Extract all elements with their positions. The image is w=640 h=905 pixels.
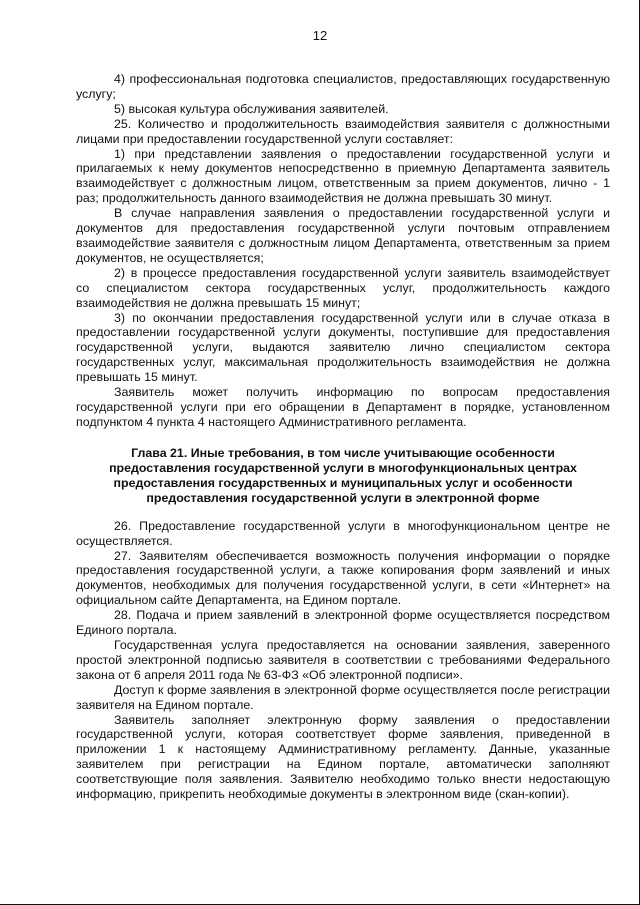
chapter-21-heading: Глава 21. Иные требования, в том числе учитывающие особенности предоставления государственной услуги в многофункциональных центрах предоставления государственных и муниципальных услуг и особенности предоставления государственной услуги в электронной форме: [109, 445, 577, 505]
paragraph-28: 28. Подача и прием заявлений в электронной форме осуществляется посредством Единого портала.: [76, 608, 610, 638]
paragraph-25-item-1: 1) при представлении заявления о предоставлении государственной услуги и прилагаемых к нему документов непосредственно в приемную Департамента заявитель взаимодействует с должностным лицом, ответственным за прием документов, лично - 1 раз; продолжительность данного взаимодействия не должна превышать 30 минут.: [76, 146, 610, 206]
paragraph-form-access: Доступ к форме заявления в электронной форме осуществляется после регистрации заявителя на Едином портале.: [76, 682, 610, 712]
document-body: [76, 72, 610, 802]
paragraph-item-4: 4) профессиональная подготовка специалистов, предоставляющих государственную услугу;: [76, 72, 610, 101]
paragraph-25-item-3: 3) по окончании предоставления государственной услуги или в случае отказа в предоставлении государственной услуги документы, поступившие для предоставления государственной услуги, выдаются заявителю лично специалистом сектора государственных услуг, максимальная продолжительность взаимодействия не должна превышать 15 минут.: [76, 310, 610, 385]
page-number: 12: [312, 28, 328, 43]
paragraph-postal-submission: В случае направления заявления о предоставлении государственной услуги и документов для предоставления государственной услуги почтовым отправлением взаимодействие заявителя с должностным лицом Департамента, ответственным за прием документов, не осуществляется;: [76, 206, 610, 265]
paragraph-26: 26. Предоставление государственной услуги в многофункциональном центре не осуществляется.: [76, 518, 610, 548]
paragraph-item-5: 5) высокая культура обслуживания заявителей.: [114, 101, 389, 116]
paragraph-form-filling: Заявитель заполняет электронную форму заявления о предоставлении государственной услуги, которая соответствует форме заявления, приведенной в приложении 1 к настоящему Административному регламенту. Данные, указанные заявителем при регистрации на Едином портале, автоматически заполняют соответствующие поля заявления. Заявителю необходимо только внести недостающую информацию, прикрепить необходимые документы в электронном виде (скан-копии).: [76, 712, 610, 802]
paragraph-25-item-2: 2) в процессе предоставления государственной услуги заявитель взаимодействует со специалистом сектора государственных услуг, продолжительность каждого взаимодействия не должна превышать 15 минут;: [76, 265, 610, 310]
paragraph-applicant-info: Заявитель может получить информацию по вопросам предоставления государственной услуги при его обращении в Департамент в порядке, установленном подпунктом 4 пункта 4 настоящего Административного регламента.: [76, 385, 610, 429]
paragraph-25: 25. Количество и продолжительность взаимодействия заявителя с должностными лицами при предоставлении государственной услуги составляет:: [76, 116, 610, 146]
paragraph-electronic-signature: Государственная услуга предоставляется на основании заявления, заверенного простой электронной подписью заявителя в соответствии с требованиями Федерального закона от 6 апреля 2011 года № 63-ФЗ «Об электронной подписи».: [76, 638, 610, 682]
paragraph-27: 27. Заявителям обеспечивается возможность получения информации о порядке предоставления государственной услуги, а также копирования форм заявлений и иных документов, необходимых для получения государственной услуги, в сети «Интернет» на официальном сайте Департамента, на Едином портале.: [76, 548, 610, 608]
